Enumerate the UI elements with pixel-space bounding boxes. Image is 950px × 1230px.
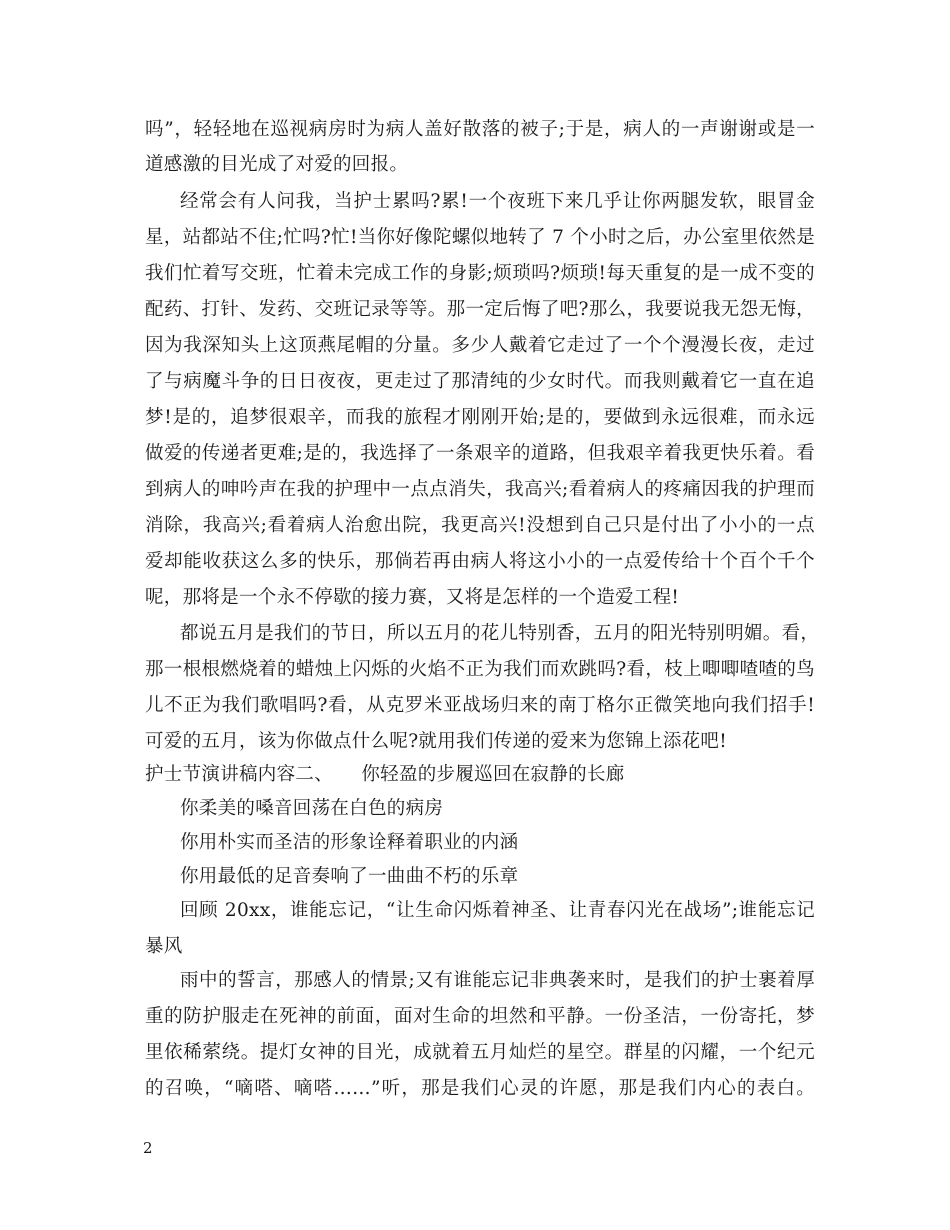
text-line: 梦!是的，追梦很艰辛，而我的旅程才刚刚开始;是的，要做到永远很难，而永远 [145, 407, 815, 428]
text-line: 都说五月是我们的节日，所以五月的花儿特别香，五月的阳光特别明媚。看， [180, 623, 820, 644]
text-line: 道感激的目光成了对爱的回报。 [145, 154, 409, 175]
text-line: 因为我深知头上这顶燕尾帽的分量。多少人戴着它走过了一个个漫漫长夜，走过 [145, 335, 815, 356]
text-line: 吗”，轻轻地在巡视病房时为病人盖好散落的被子;于是，病人的一声谢谢或是一 [145, 119, 815, 140]
text-line: 消除，我高兴;看着病人治愈出院，我更高兴!没想到自己只是付出了小小的一点 [145, 515, 815, 536]
text-line: 到病人的呻吟声在我的护理中一点点消失，我高兴;看着病人的疼痛因我的护理而 [145, 479, 815, 500]
section-heading-line: 护士节演讲稿内容二、 你轻盈的步履巡回在寂静的长廊 [145, 764, 625, 785]
text-line: 重的防护服走在死神的前面，面对生命的坦然和平静。一份圣洁，一份寄托，梦 [145, 1006, 815, 1027]
text-line: 做爱的传递者更难;是的，我选择了一条艰辛的道路，但我艰辛着我更快乐着。看 [145, 443, 815, 464]
text-line: 雨中的誓言，那感人的情景;又有谁能忘记非典袭来时，是我们的护士裹着厚 [180, 970, 815, 991]
text-line: 你用最低的足音奏响了一曲曲不朽的乐章 [180, 866, 519, 887]
text-line: 爱却能收获这么多的快乐，那倘若再由病人将这小小的一点爱传给十个百个千个 [145, 551, 815, 572]
text-line: 你用朴实而圣洁的形象诠释着职业的内涵 [180, 832, 519, 853]
page-number: 2 [143, 1139, 153, 1157]
text-line: 暴风 [145, 936, 183, 957]
text-line: 回顾 20xx，谁能忘记，“让生命闪烁着神圣、让青春闪光在战场”;谁能忘记 [180, 900, 815, 921]
text-line: 我们忙着写交班，忙着未完成工作的身影;烦琐吗?烦琐!每天重复的是一成不变的 [145, 263, 815, 284]
text-line: 可爱的五月，该为你做点什么呢?就用我们传递的爱来为您锦上添花吧! [145, 731, 727, 752]
text-line: 你柔美的嗓音回荡在白色的病房 [180, 798, 444, 819]
text-line: 配药、打针、发药、交班记录等等。那一定后悔了吧?那么，我要说我无怨无悔， [145, 299, 815, 320]
text-line: 那一根根燃烧着的蜡烛上闪烁的火焰不正为我们而欢跳吗?看，枝上唧唧喳喳的鸟 [145, 659, 815, 680]
text-line: 星，站都站不住;忙吗?忙!当你好像陀螺似地转了 7 个小时之后，办公室里依然是 [145, 227, 815, 248]
text-line: 儿不正为我们歌唱吗?看，从克罗米亚战场归来的南丁格尔正微笑地向我们招手! [145, 695, 815, 716]
text-line: 呢，那将是一个永不停歇的接力赛，又将是怎样的一个造爱工程! [145, 587, 680, 608]
text-line: 经常会有人问我，当护士累吗?累!一个夜班下来几乎让你两腿发软，眼冒金 [180, 191, 815, 212]
text-line: 的召唤，“嘀嗒、嘀嗒……”听，那是我们心灵的许愿，那是我们内心的表白。 [145, 1078, 815, 1099]
text-line: 里依稀萦绕。提灯女神的目光，成就着五月灿烂的星空。群星的闪耀，一个纪元 [145, 1042, 815, 1063]
text-line: 了与病魔斗争的日日夜夜，更走过了那清纯的少女时代。而我则戴着它一直在追 [145, 371, 815, 392]
